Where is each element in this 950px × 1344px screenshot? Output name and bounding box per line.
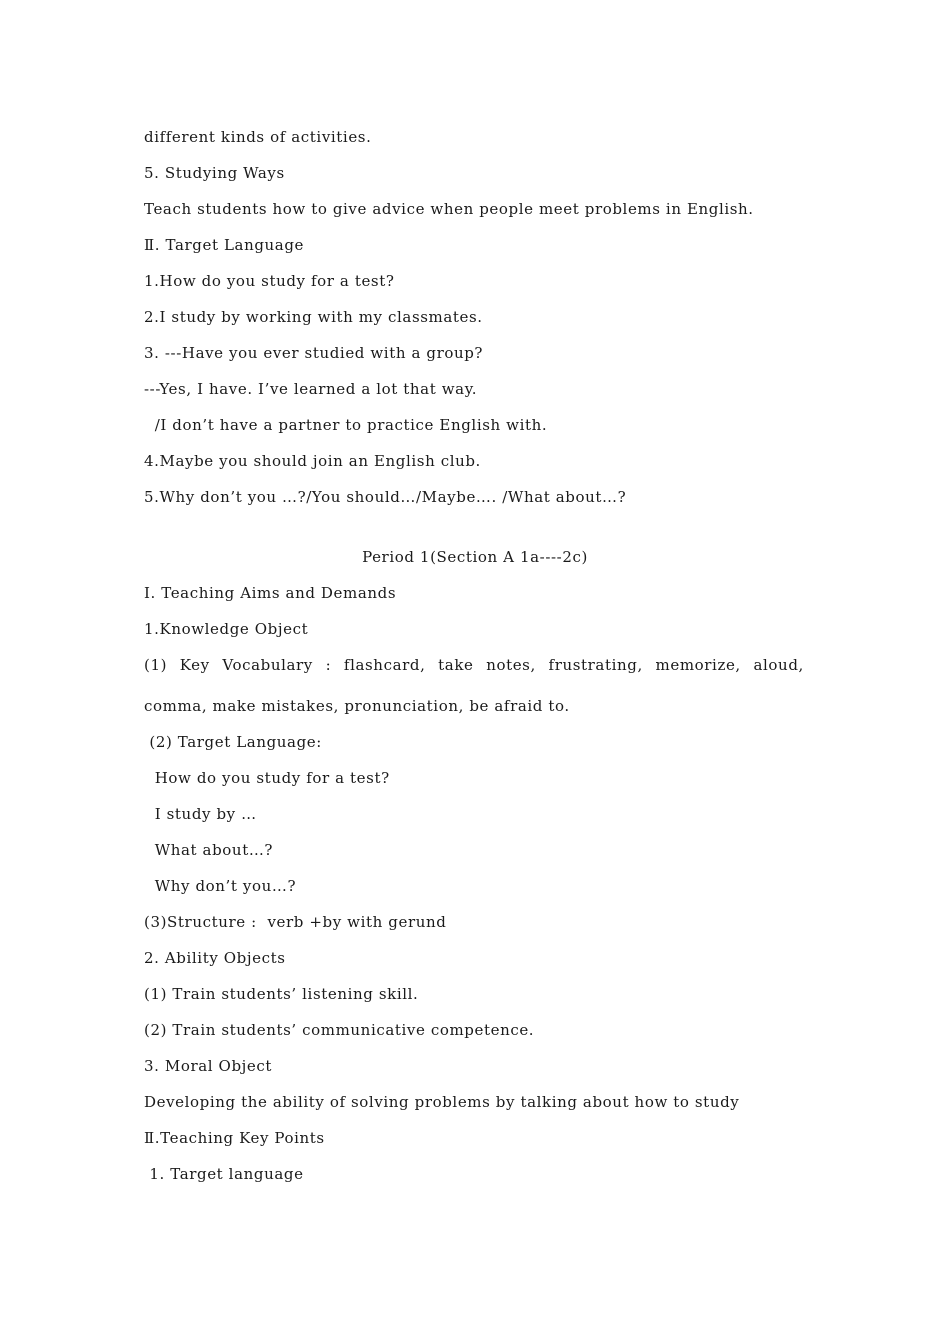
- text-line: 3. ---Have you ever studied with a group?: [144, 344, 484, 362]
- text-line: 4.Maybe you should join an English club.: [144, 452, 481, 470]
- text-line: ---Yes, I have. I’ve learned a lot that way.: [144, 380, 478, 398]
- word: Key: [179, 656, 210, 674]
- subsection-heading: 3. Moral Object: [144, 1057, 273, 1075]
- text-line: Why don’t you…?: [144, 877, 297, 895]
- text-line: (1) Train students’ listening skill.: [144, 985, 419, 1003]
- text-line: (2) Train students’ communicative competence.: [144, 1021, 535, 1039]
- subsection-heading: 1.Knowledge Object: [144, 620, 309, 638]
- word: flashcard,: [343, 656, 426, 674]
- text-line: I study by …: [144, 805, 257, 823]
- text-line: What about…?: [144, 841, 274, 859]
- section-heading: Ⅱ.Teaching Key Points: [144, 1129, 325, 1147]
- word: frustrating,: [548, 656, 643, 674]
- text-line: (3)Structure : verb +by with gerund: [144, 913, 447, 931]
- period-title: Period 1(Section A 1a----2c): [362, 548, 588, 566]
- text-line: 5.Why don’t you …?/You should…/Maybe…. /What about…?: [144, 488, 627, 506]
- text-line: How do you study for a test?: [144, 769, 390, 787]
- word: aloud,: [753, 656, 804, 674]
- text-line: comma, make mistakes, pronunciation, be afraid to.: [144, 697, 570, 715]
- word: take: [438, 656, 474, 674]
- text-line: Teach students how to give advice when people meet problems in English.: [144, 200, 754, 218]
- subsection-heading: 2. Ability Objects: [144, 949, 286, 967]
- section-heading: Ⅱ. Target Language: [144, 236, 305, 254]
- word: :: [325, 656, 332, 674]
- text-line: /I don’t have a partner to practice English with.: [144, 416, 548, 434]
- text-line: (2) Target Language:: [144, 733, 322, 751]
- section-heading: 5. Studying Ways: [144, 164, 285, 182]
- section-heading: Ⅰ. Teaching Aims and Demands: [144, 584, 397, 602]
- text-line: 2.I study by working with my classmates.: [144, 308, 483, 326]
- text-line: different kinds of activities.: [144, 128, 372, 146]
- text-line: Developing the ability of solving problems by talking about how to study: [144, 1093, 740, 1111]
- word: memorize,: [655, 656, 741, 674]
- vocabulary-line: [144, 655, 804, 675]
- word: (1): [144, 656, 168, 674]
- text-line: 1.How do you study for a test?: [144, 272, 395, 290]
- text-line: 1. Target language: [144, 1165, 304, 1183]
- word: notes,: [486, 656, 536, 674]
- word: Vocabulary: [222, 656, 313, 674]
